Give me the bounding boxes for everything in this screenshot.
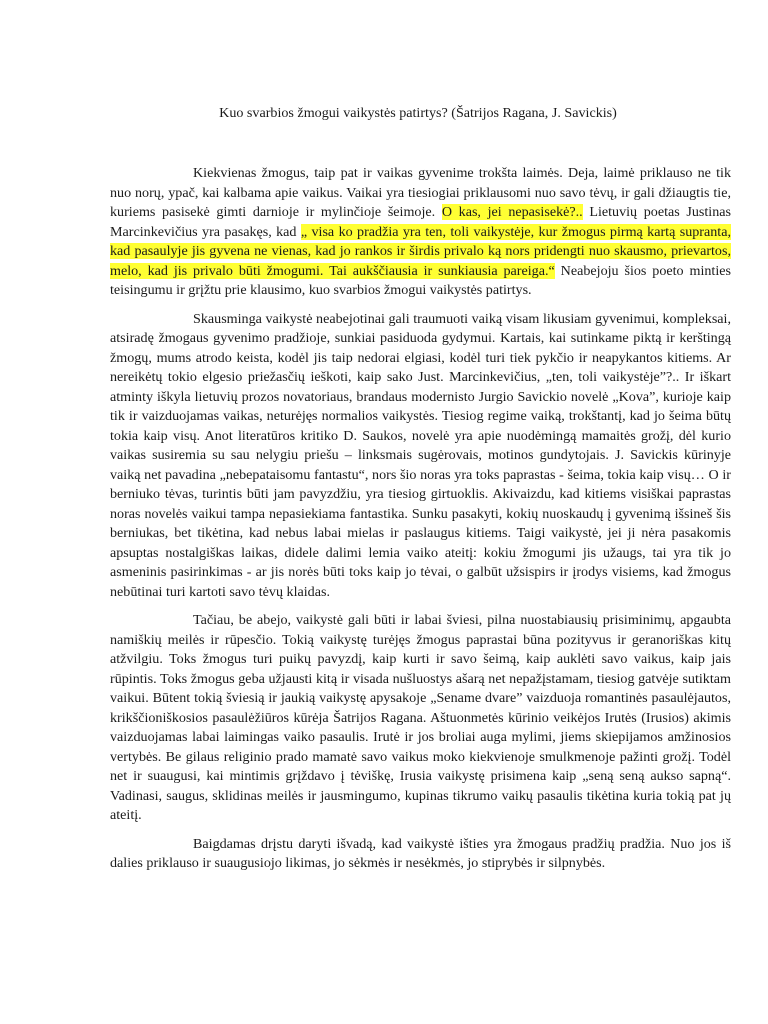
paragraph-1 [110, 164, 731, 301]
paragraph-1-intro: Kiekvienas žmogus, taip pat ir vaikas gyvenime trokšta laimės. Deja, laimė priklauso ne tik nuo norų, ypač, kai kalbama apie vaikus. Vaikai yra tiesiogiai priklausomi nuo savo tėvų, ir gali džiaugtis tie, kuriems pasisekė gimti darnioje ir mylinčioje šeimoje. [110, 165, 731, 220]
highlighted-question: O kas, jei nepasisekė?.. [441, 204, 583, 220]
paragraph-4: Baigdamas drįstu daryti išvadą, kad vaikystė išties yra žmogaus pradžių pradžia. Nuo jos iš dalies priklauso ir suaugusiojo likimas, jo sėkmės ir nesėkmės, jo stiprybės ir silpnybės. [110, 835, 731, 871]
paragraph-2: Skausminga vaikystė neabejotinai gali traumuoti vaiką visam likusiam gyvenimui, kompleksai, atsiradę žmogaus gyvenimo pradžioje, sunkiai pasiduoda gydymui. Kartais, kai sutinkame piktą ir kerštingą žmogų, mums atrodo keista, kodėl jis taip nedorai elgiasi, kodėl turi tiek pykčio ir neapykantos kitiems. Ar nereikėtų tokio elgesio priežasčių ieškoti, kaip sako Just. Marcinkevičius, „ten, toli vaikystėje”?.. Ir iškart atminty iškyla lietuvių prozos novatoriaus, brandaus modernisto Jurgio Savickio novelė „Kova”, kurioje kaip tik ir vaizduojamas vaikas, neturėjęs normalios vaikystės. Tiesiog regime vaiką, trokštantį, kad jo šeima būtų tokia kaip visų. Anot literatūros kritiko D. Saukos, novelė yra apie nuodėmingą mamaitės grožį, dėl kurio vaikas susiremia su sau nelygiu priešu – linksmais sugėrovais, motinos gundytojais. J. Savickis kūrinyje vaiką net pavadina „nebepataisomu fantastu“, nors šio noras yra toks paprastas - šeima, tokia kaip visų… O ir berniuko tėvas, turintis būti jam pavyzdžiu, yra tiesiog girtuoklis. Akivaizdu, kad kitiems visiškai paprastas noras novelės vaikui tampa nepasiekiama fantastika. Sunku pasakyti, kokių nuoskaudų į gyvenimą išsineš šis berniukas, bet tikėtina, kad nebus labai mielas ir paslaugus kitiems. Taigi vaikystė, jei ji nėra pasakomis apsuptas nostalgiškas laikas, didele dalimi lemia vaiko ateitį: kokiu žmogumi jis užaugs, tai yra tik jo asmeninis pasirinkimas - ar jis norės būti toks kaip jo tėvai, o galbūt užsispirs ir įrodys visiems, kad žmogus nebūtinai turi kartoti savo tėvų klaidas. [110, 310, 731, 600]
paragraph-3: Tačiau, be abejo, vaikystė gali būti ir labai šviesi, pilna nuostabiausių prisiminimų, apgaubta namiškių meilės ir rūpesčio. Tokią vaikystę turėjęs žmogus paprastai būna pozityvus ir geranoriškas kitų atžvilgiu. Toks žmogus turi puikų pavyzdį, kaip kurti ir savo šeimą, kaip auklėti savo vaikus, kaip jais rūpintis. Toks žmogus geba užjausti kitą ir visada nušluostys ašarą net nepažįstamam, tiesiog gatvėje sutiktam vaikui. Būtent tokią šviesią ir jaukią vaikystę apysakoje „Sename dvare” vaizduoja romantinės pasaulėjautos, krikščioniškosios pasaulėžiūros kūrėja Šatrijos Ragana. Aštuonmetės kūrinio veikėjos Irutės (Irusios) akimis vaizduojamas labai laimingas vaiko pasaulis. Irutė ir jos broliai auga mylimi, jiems skiepijamos amžinosios vertybės. Be gilaus religinio prado mamatė savo vaikus moko kiekvienoje smulkmenoje pažinti grožį. Todėl net ir suaugusi, kai mintimis grįždavo į tėviškę, Irusia vaikystę prisimena kaip „seną seną aukso sapną“. Vadinasi, saugus, sklidinas meilės ir jausmingumo, kupinas tikrumo vaikų pasaulis tikėtina kuria tokią pat jų ateitį. [110, 612, 731, 823]
document-title: Kuo svarbios žmogui vaikystės patirtys? (Šatrijos Ragana, J. Savickis) [219, 105, 617, 121]
paragraph-1-end: Neabejoju šios poeto minties teisingumu ir grįžtu prie klausimo, kuo svarbios žmogui vaikystės patirtys. [110, 262, 731, 298]
highlighted-quote: „ visa ko pradžia yra ten, toli vaikystėje, kur žmogus pirmą kartą supranta, kad pasaulyje jis gyvena ne vienas, kad jo rankos ir širdis privalo ką nors pridengti nuo skausmo, prievartos, melo, kad jis privalo būti žmogumi. Tai aukščiausia ir sunkiausia pareiga.“ [110, 223, 731, 279]
paragraph-1-mid: Lietuvių poetas Justinas Marcinkevičius yra pasakęs, kad [110, 204, 732, 240]
document-body [110, 164, 731, 883]
